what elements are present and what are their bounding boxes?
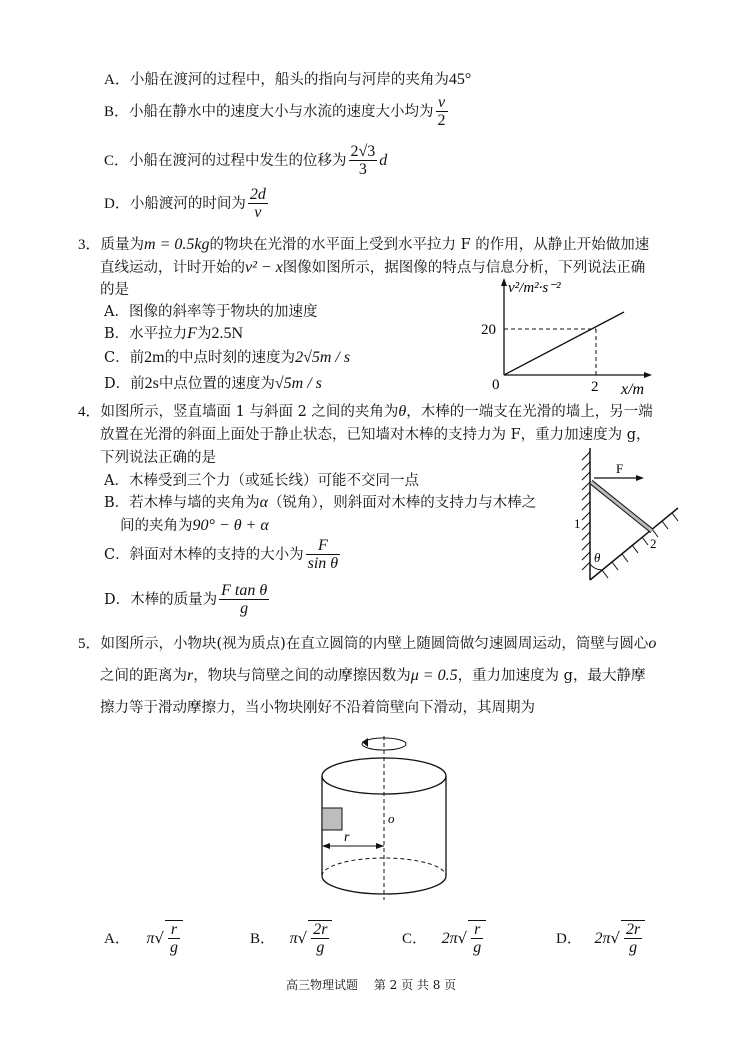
q3-line1: 3．质量为m = 0.5kg的物块在光滑的水平面上受到水平拉力 F 的作用，从静止开始做加速 [78, 236, 650, 253]
radius-label: r [344, 830, 350, 845]
q5-line1: 5．如图所示，小物块(视为质点)在直立圆筒的内壁上随圆筒做匀速圆周运动，筒壁与圆心o [78, 635, 657, 652]
page-footer: 高三物理试题 第 2 页 共 8 页 [286, 978, 457, 992]
radius-arrow-left [322, 843, 330, 849]
q4-option-b: B．若木棒与墙的夹角为α（锐角），则斜面对木棒的支持力与木棒之 [104, 494, 537, 511]
q3-option-d: D．前2s中点位置的速度为√5m / s [104, 375, 322, 392]
center-label: o [388, 811, 395, 826]
graph-y-arrow [501, 278, 507, 286]
q5-line2: 之间的距离为r，物块与筒壁之间的动摩擦因数为μ = 0.5，重力加速度为 g，最大静摩 [100, 667, 646, 684]
angle-label: θ [594, 550, 601, 565]
sqrt-icon: √ [610, 929, 621, 947]
q4-option-a: A．木棒受到三个力（或延长线）可能不交同一点 [104, 473, 419, 489]
sqrt-icon: √ [154, 929, 165, 947]
q2-option-c: C．小船在渡河的过程中发生的位移为 $\frac{2√3}{3}$ d [104, 143, 388, 178]
graph-xlabel: x/m [621, 381, 645, 398]
graph-ylabel: v²/m²·s⁻² [508, 280, 561, 296]
cylinder-bottom-back [322, 858, 446, 876]
q4-figure [560, 440, 700, 590]
wall-hatch [582, 452, 590, 570]
q4-option-d: D．木棒的质量为 $\frac{\text{F tan θ}}{g}$ [104, 582, 268, 617]
rod [591, 482, 652, 531]
fraction: $\frac{2d}{v}$ [249, 186, 266, 221]
q3-graph [476, 270, 666, 400]
q3-option-b: B．水平拉力F为2.5N [104, 325, 243, 342]
fraction: $\frac{F}{\text{sin θ}}$ [307, 537, 339, 572]
q5-option-b: B． π√ $\frac{2r}{g}$ [250, 920, 332, 957]
q5-option-a: A． π√ $\frac{r}{g}$ [104, 920, 183, 957]
sqrt-icon: √ [457, 929, 468, 947]
q5-cylinder-figure [300, 728, 460, 906]
q4-line3: 下列说法正确的是 [100, 450, 216, 466]
fraction: $\frac{v}{2}$ [437, 94, 446, 129]
q5-option-d: D． 2π√ $\frac{2r}{g}$ [556, 920, 645, 957]
radius-arrow-right [376, 843, 384, 849]
q4-option-b-cont: 间的夹角为90° − θ + α [120, 517, 269, 534]
q4-option-c: C．斜面对木棒的支持的大小为 $\frac{F}{\text{sin θ}}$ [104, 537, 339, 572]
graph-x-tick-2: 2 [591, 379, 599, 395]
small-block [322, 808, 342, 830]
force-label: F [616, 461, 624, 476]
incline-label: 2 [650, 536, 657, 551]
sqrt-icon: √ [297, 929, 308, 947]
graph-y-tick-20: 20 [481, 322, 496, 338]
q5-line3: 擦力等于滑动摩擦力，当小物块刚好不沿着筒壁向下滑动，其周期为 [100, 700, 535, 716]
q2-option-d: D．小船渡河的时间为 $\frac{2d}{v}$ [104, 186, 266, 221]
wall-label: 1 [574, 516, 581, 531]
q4-line2: 放置在光滑的斜面上面处于静止状态，已知墙对木棒的支持力为 F，重力加速度为 g， [100, 427, 651, 443]
fraction: $\frac{\text{F tan θ}}{g}$ [221, 582, 268, 617]
q5-option-c: C． 2π√ $\frac{r}{g}$ [402, 920, 486, 957]
q3-option-a: A．图像的斜率等于物块的加速度 [104, 304, 318, 320]
q4-line1: 4．如图所示，竖直墙面 1 与斜面 2 之间的夹角为θ，木棒的一端支在光滑的墙上，另一端 [78, 403, 653, 420]
q3-option-c: C．前2m的中点时刻的速度为2√5m / s [104, 349, 351, 366]
q2-option-b: B．小船在静水中的速度大小与水流的速度大小均为 $\frac{v}{2}$ [104, 94, 446, 129]
fraction: $\frac{2√3}{3}$ [350, 143, 376, 178]
graph-x-arrow [644, 372, 652, 378]
graph-origin: 0 [492, 377, 500, 393]
force-arrowhead [636, 475, 644, 481]
q2-option-a: A．小船在渡河的过程中，船头的指向与河岸的夹角为45° [104, 71, 472, 88]
graph-data-line [504, 312, 624, 375]
q3-line2: 直线运动，计时开始的v² − x图像如图所示，据图像的特点与信息分析，下列说法正确 [100, 259, 646, 276]
q3-line3: 的是 [100, 282, 129, 298]
